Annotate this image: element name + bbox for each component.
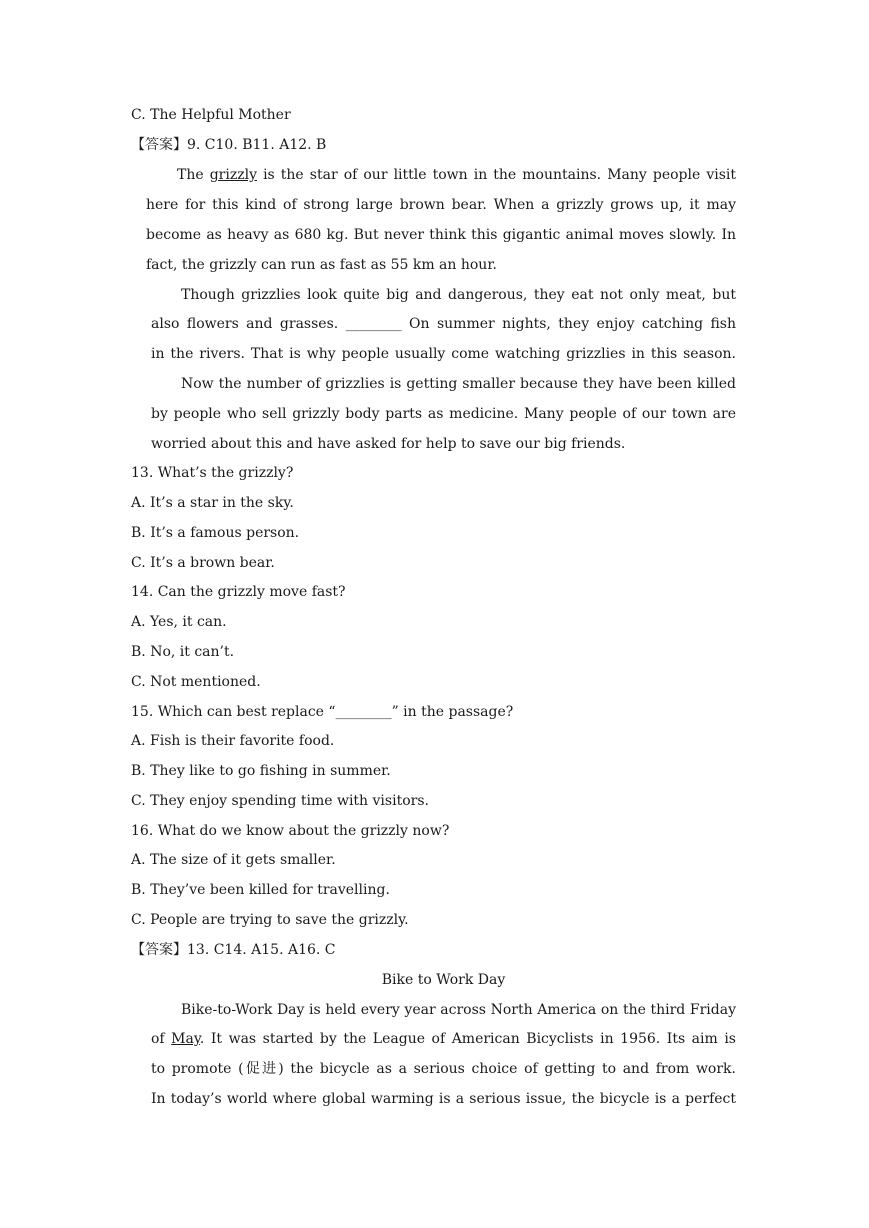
passage-title: Bike to Work Day (381, 972, 506, 988)
passage1-line: fact, the grizzly can run as fast as 55 km an hour. (146, 257, 497, 273)
answer-key-13-16: 【答案】13. C14. A15. A16. C (131, 942, 336, 958)
answer-key-9-12: 【答案】9. C10. B11. A12. B (131, 137, 327, 153)
option-a: A. It’s a star in the sky. (131, 495, 294, 511)
option-b: B. They like to go fishing in summer. (131, 763, 391, 779)
option-c: C. It’s a brown bear. (131, 555, 275, 571)
option-b: B. They’ve been killed for travelling. (131, 882, 390, 898)
option-b: B. No, it can’t. (131, 644, 235, 660)
passage1-line: here for this kind of strong large brown bear. When a grizzly grows up, it may (146, 197, 736, 213)
passage2-line: also flowers and grasses. ________ On summer nights, they enjoy catching fish (151, 316, 736, 332)
option-c-helpful-mother: C. The Helpful Mother (131, 107, 291, 123)
passage3-line: Now the number of grizzlies is getting smaller because they have been killed (181, 376, 736, 392)
option-a: A. The size of it gets smaller. (131, 852, 336, 868)
grizzly-underlined-word: grizzly (209, 167, 257, 183)
question-15: 15. Which can best replace “________” in the passage? (131, 704, 514, 720)
question-16: 16. What do we know about the grizzly now? (131, 823, 450, 839)
option-c: C. They enjoy spending time with visitors. (131, 793, 429, 809)
passage1-line: become as heavy as 680 kg. But never think this gigantic animal moves slowly. In (146, 227, 736, 243)
passage4-line: of May. It was started by the League of American Bicyclists in 1956. Its aim is (151, 1031, 736, 1047)
question-13: 13. What’s the grizzly? (131, 465, 294, 481)
passage4-line: In today’s world where global warming is a serious issue, the bicycle is a perfect (151, 1091, 736, 1107)
passage2-line: in the rivers. That is why people usually come watching grizzlies in this season. (151, 346, 736, 362)
passage4-line: to promote (促进) the bicycle as a serious choice of getting to and from work. (151, 1061, 736, 1077)
option-c: C. Not mentioned. (131, 674, 261, 690)
passage1-line: The grizzly is the star of our little town in the mountains. Many people visit (177, 167, 737, 183)
passage3-line: worried about this and have asked for help to save our big friends. (151, 436, 626, 452)
passage2-line: Though grizzlies look quite big and dangerous, they eat not only meat, but (181, 287, 736, 303)
passage3-line: by people who sell grizzly body parts as medicine. Many people of our town are (151, 406, 736, 422)
may-underlined-word: May (171, 1031, 200, 1047)
option-b: B. It’s a famous person. (131, 525, 300, 541)
passage4-line: Bike-to-Work Day is held every year across North America on the third Friday (181, 1002, 736, 1018)
question-14: 14. Can the grizzly move fast? (131, 584, 346, 600)
option-a: A. Yes, it can. (131, 614, 227, 630)
option-a: A. Fish is their favorite food. (131, 733, 335, 749)
option-c: C. People are trying to save the grizzly. (131, 912, 409, 928)
